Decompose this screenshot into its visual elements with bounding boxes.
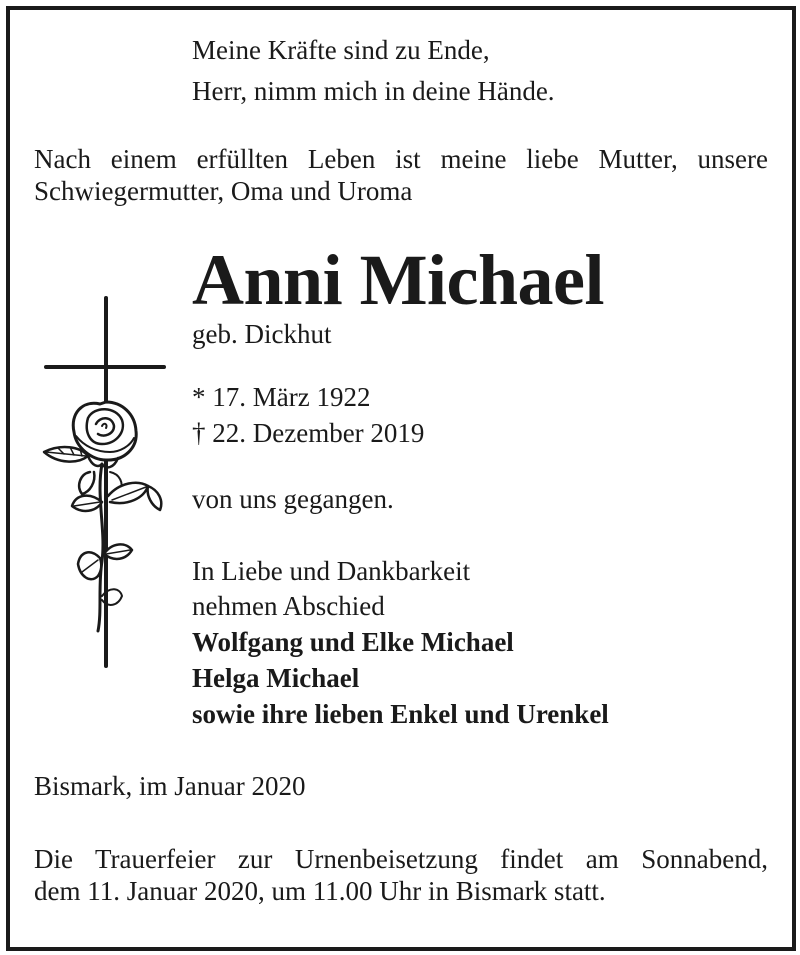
place-date: Bismark, im Januar 2020 [34, 771, 306, 801]
intro-line-2: Schwiegermutter, Oma und Uroma [34, 176, 413, 206]
motto-line-1: Meine Kräfte sind zu Ende, [192, 35, 490, 65]
intro-line-1: Nach einem erfüllten Leben ist meine liebe Mutter, unsere [34, 144, 768, 174]
intro-text [34, 143, 768, 207]
mourner-name: Helga Michael [192, 663, 360, 693]
passed-text: von uns gegangen. [192, 484, 394, 514]
birth-date: * 17. März 1922 [192, 382, 371, 412]
maiden-name: geb. Dickhut [192, 319, 332, 349]
cross-with-rose-icon [40, 296, 170, 668]
mourners-intro-2: nehmen Abschied [192, 591, 385, 621]
deceased-name: Anni Michael [192, 240, 605, 320]
mourners-intro-1: In Liebe und Dankbarkeit [192, 556, 471, 586]
ceremony-line-2: dem 11. Januar 2020, um 11.00 Uhr in Bismark statt. [34, 876, 606, 906]
death-date: † 22. Dezember 2019 [192, 418, 425, 448]
ceremony-text [34, 843, 768, 907]
mourner-name: Wolfgang und Elke Michael [192, 627, 514, 657]
mourner-name: sowie ihre lieben Enkel und Urenkel [192, 699, 609, 729]
ceremony-line-1: Die Trauerfeier zur Urnenbeisetzung findet am Sonnabend, [34, 844, 768, 874]
motto-line-2: Herr, nimm mich in deine Hände. [192, 76, 555, 106]
